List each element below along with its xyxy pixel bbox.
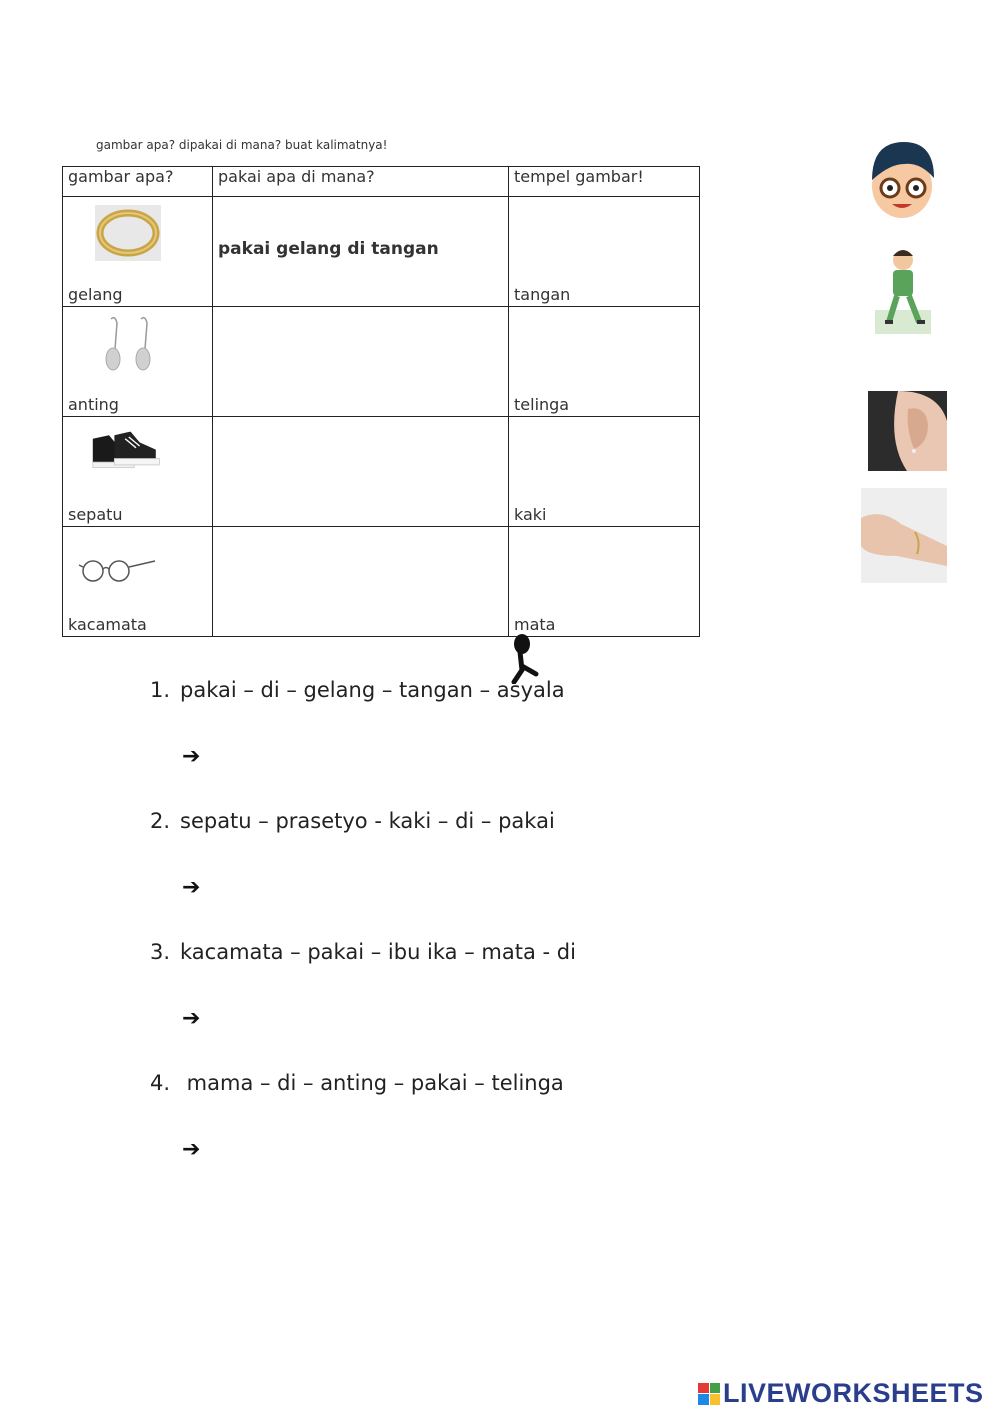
question-text: pakai – di – gelang – tangan – asyala (180, 678, 565, 702)
item-cell (63, 197, 213, 307)
logo-icon (698, 1383, 720, 1405)
earrings-image (91, 315, 163, 375)
answer-cell[interactable] (213, 197, 509, 307)
question-number: 3. (150, 940, 171, 964)
question-number: 1. (150, 678, 171, 702)
wrist-bracelet-image[interactable] (861, 488, 947, 583)
question-2 (150, 809, 555, 833)
answer-text: pakai gelang di tangan (218, 239, 439, 259)
question-text: sepatu – prasetyo - kaki – di – pakai (180, 809, 555, 833)
paste-cell[interactable] (509, 417, 700, 527)
question-number: 4. (150, 1071, 171, 1095)
bracelet-image (91, 205, 163, 265)
glasses-image (77, 535, 157, 595)
drag-cursor-icon (508, 632, 540, 684)
table-row (63, 527, 700, 637)
ear-image[interactable] (868, 391, 947, 471)
item-label: anting (68, 395, 119, 414)
body-part-label: kaki (514, 505, 547, 524)
answer-cell[interactable] (213, 417, 509, 527)
sneakers-image (91, 425, 163, 485)
question-4 (150, 1071, 564, 1095)
boy-glasses-image[interactable] (866, 140, 938, 222)
boy-walking-image[interactable] (875, 246, 931, 334)
table-row (63, 197, 700, 307)
answer-arrow-icon: ➔ (182, 875, 201, 900)
instruction-text: gambar apa? dipakai di mana? buat kalimatnya! (96, 138, 388, 152)
question-text: kacamata – pakai – ibu ika – mata - di (180, 940, 576, 964)
paste-cell[interactable] (509, 197, 700, 307)
header-paste: tempel gambar! (509, 167, 700, 197)
answer-arrow-icon: ➔ (182, 1006, 201, 1031)
header-item: gambar apa? (63, 167, 213, 197)
question-1 (150, 678, 565, 702)
body-part-label: telinga (514, 395, 570, 414)
body-part-label: tangan (514, 285, 571, 304)
answer-arrow-icon: ➔ (182, 744, 201, 769)
liveworksheets-logo (698, 1378, 984, 1409)
worksheet-table (62, 166, 700, 637)
header-usage: pakai apa di mana? (213, 167, 509, 197)
item-cell (63, 417, 213, 527)
body-part-label: mata (514, 615, 556, 634)
table-header-row (63, 167, 700, 197)
paste-cell[interactable] (509, 307, 700, 417)
answer-cell[interactable] (213, 307, 509, 417)
item-label: kacamata (68, 615, 147, 634)
item-label: gelang (68, 285, 123, 304)
answer-cell[interactable] (213, 527, 509, 637)
table-row (63, 307, 700, 417)
answer-arrow-icon: ➔ (182, 1137, 201, 1162)
table-row (63, 417, 700, 527)
item-cell (63, 527, 213, 637)
question-number: 2. (150, 809, 171, 833)
item-label: sepatu (68, 505, 123, 524)
question-3 (150, 940, 576, 964)
paste-cell[interactable] (509, 527, 700, 637)
item-cell (63, 307, 213, 417)
logo-text: LIVEWORKSHEETS (723, 1378, 984, 1408)
question-text: mama – di – anting – pakai – telinga (180, 1071, 564, 1095)
